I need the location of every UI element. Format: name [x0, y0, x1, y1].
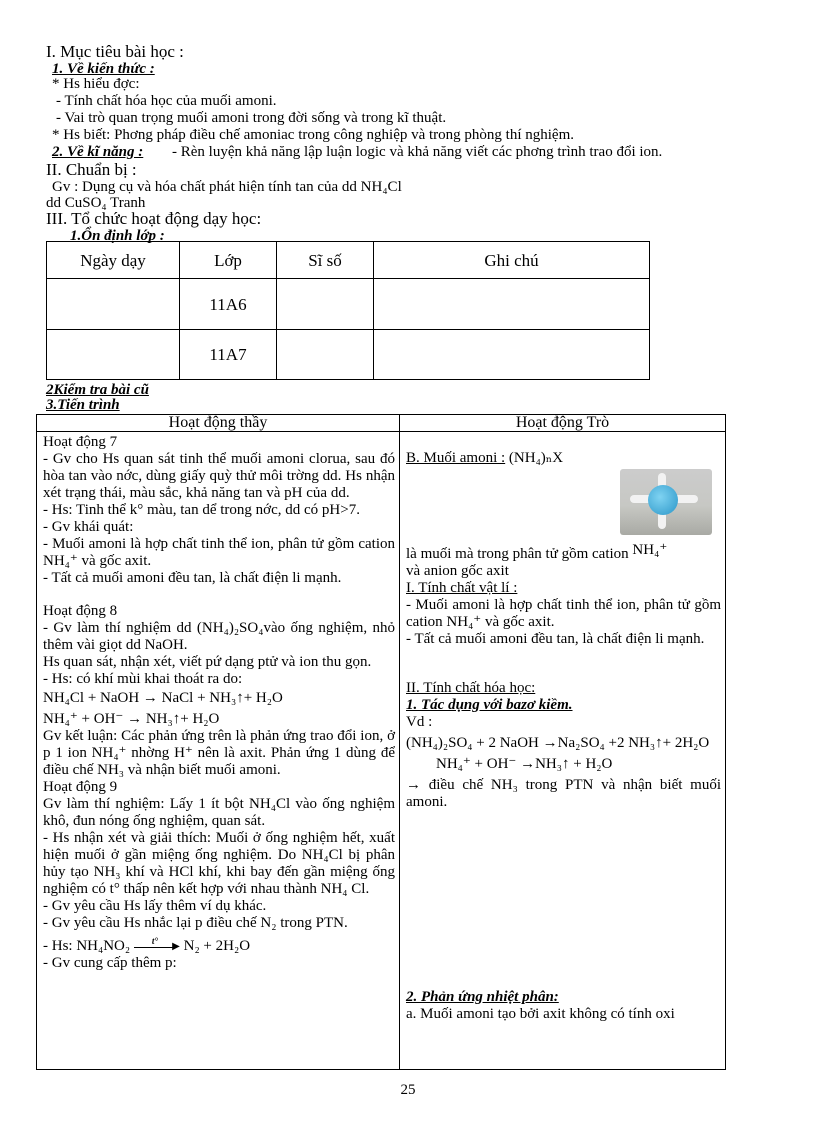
activity-8-title: Hoạt động 8	[43, 603, 118, 619]
hieu-item-2: - Vai trò quan trọng muối amoni trong đời sống và trong kĩ thuật.	[56, 110, 447, 126]
class-table-header: Ghi chú	[374, 242, 650, 279]
activity-7-title: Hoạt động 7	[43, 434, 118, 450]
section-b-label: B. Muối amoni :	[406, 450, 506, 466]
class-table-cell	[47, 279, 180, 330]
hieu-item-1: - Tính chất hóa học của muối amoni.	[56, 93, 277, 109]
class-table-cell	[47, 330, 180, 380]
class-table-cell	[277, 330, 374, 380]
student-text: - Muối amoni là hợp chất tinh thể ion, phân tử gồm cation NH₄⁺ và gốc axit.	[406, 597, 721, 630]
activity-9-title: Hoạt động 9	[43, 779, 118, 795]
student-text: và anion gốc axit	[406, 563, 509, 579]
section-prep: II. Chuẩn bị :	[46, 160, 137, 179]
knowledge-label: 1. Về kiến thức :	[52, 61, 155, 77]
teacher-text: - Muối amoni là hợp chất tinh thể ion, phân tử gồm cation NH₄⁺ và gốc axit.	[43, 536, 395, 569]
student-text: → điều chế NH₃ trong PTN và nhận biết muối amoni.	[406, 777, 721, 810]
equation-right: N₂ + 2H₂O	[183, 938, 251, 954]
heat-arrow-icon: ▶ t°	[134, 941, 180, 953]
teacher-column	[37, 432, 400, 1070]
class-table-header: Lớp	[180, 242, 277, 279]
teacher-text: - Gv cho Hs quan sát tinh thể muối amoni clorua, sau đó hòa tan vào nớc, dùng giấy quỳ thử môi trờng dd. Hs nhận xét trạng thái, màu sắc, khả năng tan và pH của dd.	[43, 451, 395, 501]
class-table	[46, 241, 650, 380]
skills-text: - Rèn luyện khả năng lập luận logic và khả năng viết các phơng trình trao đổi ion.	[172, 144, 663, 160]
teacher-text: - Tất cả muối amoni đều tan, là chất điện li mạnh.	[43, 570, 342, 586]
progress-label: 3.Tiến trình	[46, 397, 120, 413]
review-label: 2Kiểm tra bài cũ	[46, 382, 149, 398]
skills-label: 2. Về kĩ năng :	[52, 144, 144, 160]
prep-item-2: dd CuSO₄ Tranh	[46, 195, 146, 211]
ammonium-salt-heading	[406, 450, 721, 467]
equation	[43, 935, 395, 955]
class-table-cell: 11A7	[180, 330, 277, 380]
class-table-header: Sĩ số	[277, 242, 374, 279]
general-formula: (NH₄)ₙX	[508, 450, 564, 466]
teacher-text: Gv kết luận: Các phản ứng trên là phản ứng trao đổi ion, ở p 1 ion NH₄⁺ nhờng H⁺ nên là axit. Phản ứng 1 dùng để điều chế NH₃ và nhận biết muối amoni.	[43, 728, 395, 778]
class-table-cell	[277, 279, 374, 330]
equation-left: - Hs: NH₄NO₂	[43, 938, 131, 954]
section-objectives: I. Mục tiêu bài học :	[46, 42, 184, 61]
student-text: a. Muối amoni tạo bởi axit không có tính oxi	[406, 1006, 675, 1022]
teacher-text: - Hs: có khí mùi khai thoát ra do:	[43, 671, 243, 687]
teacher-column-header: Hoạt động thầy	[37, 415, 400, 432]
teacher-text: Gv làm thí nghiệm: Lấy 1 ít bột NH₄Cl vào ống nghiệm khô, đun nóng ống nghiệm, quan sát.	[43, 796, 395, 829]
student-text: - Tất cả muối amoni đều tan, là chất điện li mạnh.	[406, 631, 705, 647]
class-stabilize-label: 1.Ổn định lớp :	[70, 228, 165, 244]
reaction-with-base-heading: 1. Tác dụng với bazơ kiềm.	[406, 697, 573, 713]
student-text: là muối mà trong phân tử gồm cation NH₄⁺	[406, 542, 668, 562]
prep-item-1: Gv : Dụng cụ và hóa chất phát hiện tính tan của dd NH₄Cl	[52, 179, 402, 195]
class-table-cell	[374, 330, 650, 380]
example-label: Vd :	[406, 714, 433, 730]
teacher-text: - Hs nhận xét và giải thích: Muối ở ống nghiệm hết, xuất hiện muối ở gần miệng ống nghiệm. Do NH₄Cl bị phân hủy tạo NH₃ khí và HCl khí, khi bay đến gần miệng ống nghiệm có t° thấp nên kết hợp với nhau thành NH₄ Cl.	[43, 830, 395, 897]
page-number: 25	[400, 1082, 416, 1098]
student-column	[400, 432, 726, 1070]
hs-biet: * Hs biết: Phơng pháp điều chế amoniac trong công nghiệp và trong phòng thí nghiệm.	[52, 127, 575, 143]
student-column-header: Hoạt động Trò	[400, 415, 726, 432]
equation: NH₄⁺ + OH⁻ →NH₃↑ + H₂O	[436, 756, 613, 772]
class-table-cell: 11A6	[180, 279, 277, 330]
thermal-decomposition-heading: 2. Phản ứng nhiệt phân:	[406, 989, 559, 1005]
teacher-text: - Gv yêu cầu Hs lấy thêm ví dụ khác.	[43, 898, 267, 914]
teacher-text: - Hs: Tinh thể k° màu, tan dể trong nớc, dd có pH>7.	[43, 502, 360, 518]
activities-table	[36, 414, 726, 1070]
hs-hieu: * Hs hiểu đợc:	[52, 76, 140, 92]
equation: NH₄⁺ + OH⁻ → NH₃↑+ H₂O	[43, 711, 220, 727]
class-table-header: Ngày dạy	[47, 242, 180, 279]
chemical-props-heading: II. Tính chất hóa học:	[406, 680, 536, 696]
equation: (NH₄)₂SO₄ + 2 NaOH →Na₂SO₄ +2 NH₃↑+ 2H₂O	[406, 735, 710, 751]
ammonium-model-image	[620, 469, 712, 535]
equation: NH₄Cl + NaOH → NaCl + NH₃↑+ H₂O	[43, 690, 283, 706]
teacher-text: Hs quan sát, nhận xét, viết pứ dạng ptử và ion thu gọn.	[43, 654, 372, 670]
physical-props-heading: I. Tính chất vật lí :	[406, 580, 518, 596]
teacher-text: - Gv yêu cầu Hs nhắc lại p điều chế N₂ trong PTN.	[43, 915, 348, 931]
teacher-text: - Gv khái quát:	[43, 519, 134, 535]
class-table-cell	[374, 279, 650, 330]
teacher-text: - Gv làm thí nghiệm dd (NH₄)₂SO₄vào ống nghiệm, nhỏ thêm vài giọt dd NaOH.	[43, 620, 395, 653]
teacher-text: - Gv cung cấp thêm p:	[43, 955, 177, 971]
section-activities: III. Tổ chức hoạt động dạy học:	[46, 209, 262, 228]
